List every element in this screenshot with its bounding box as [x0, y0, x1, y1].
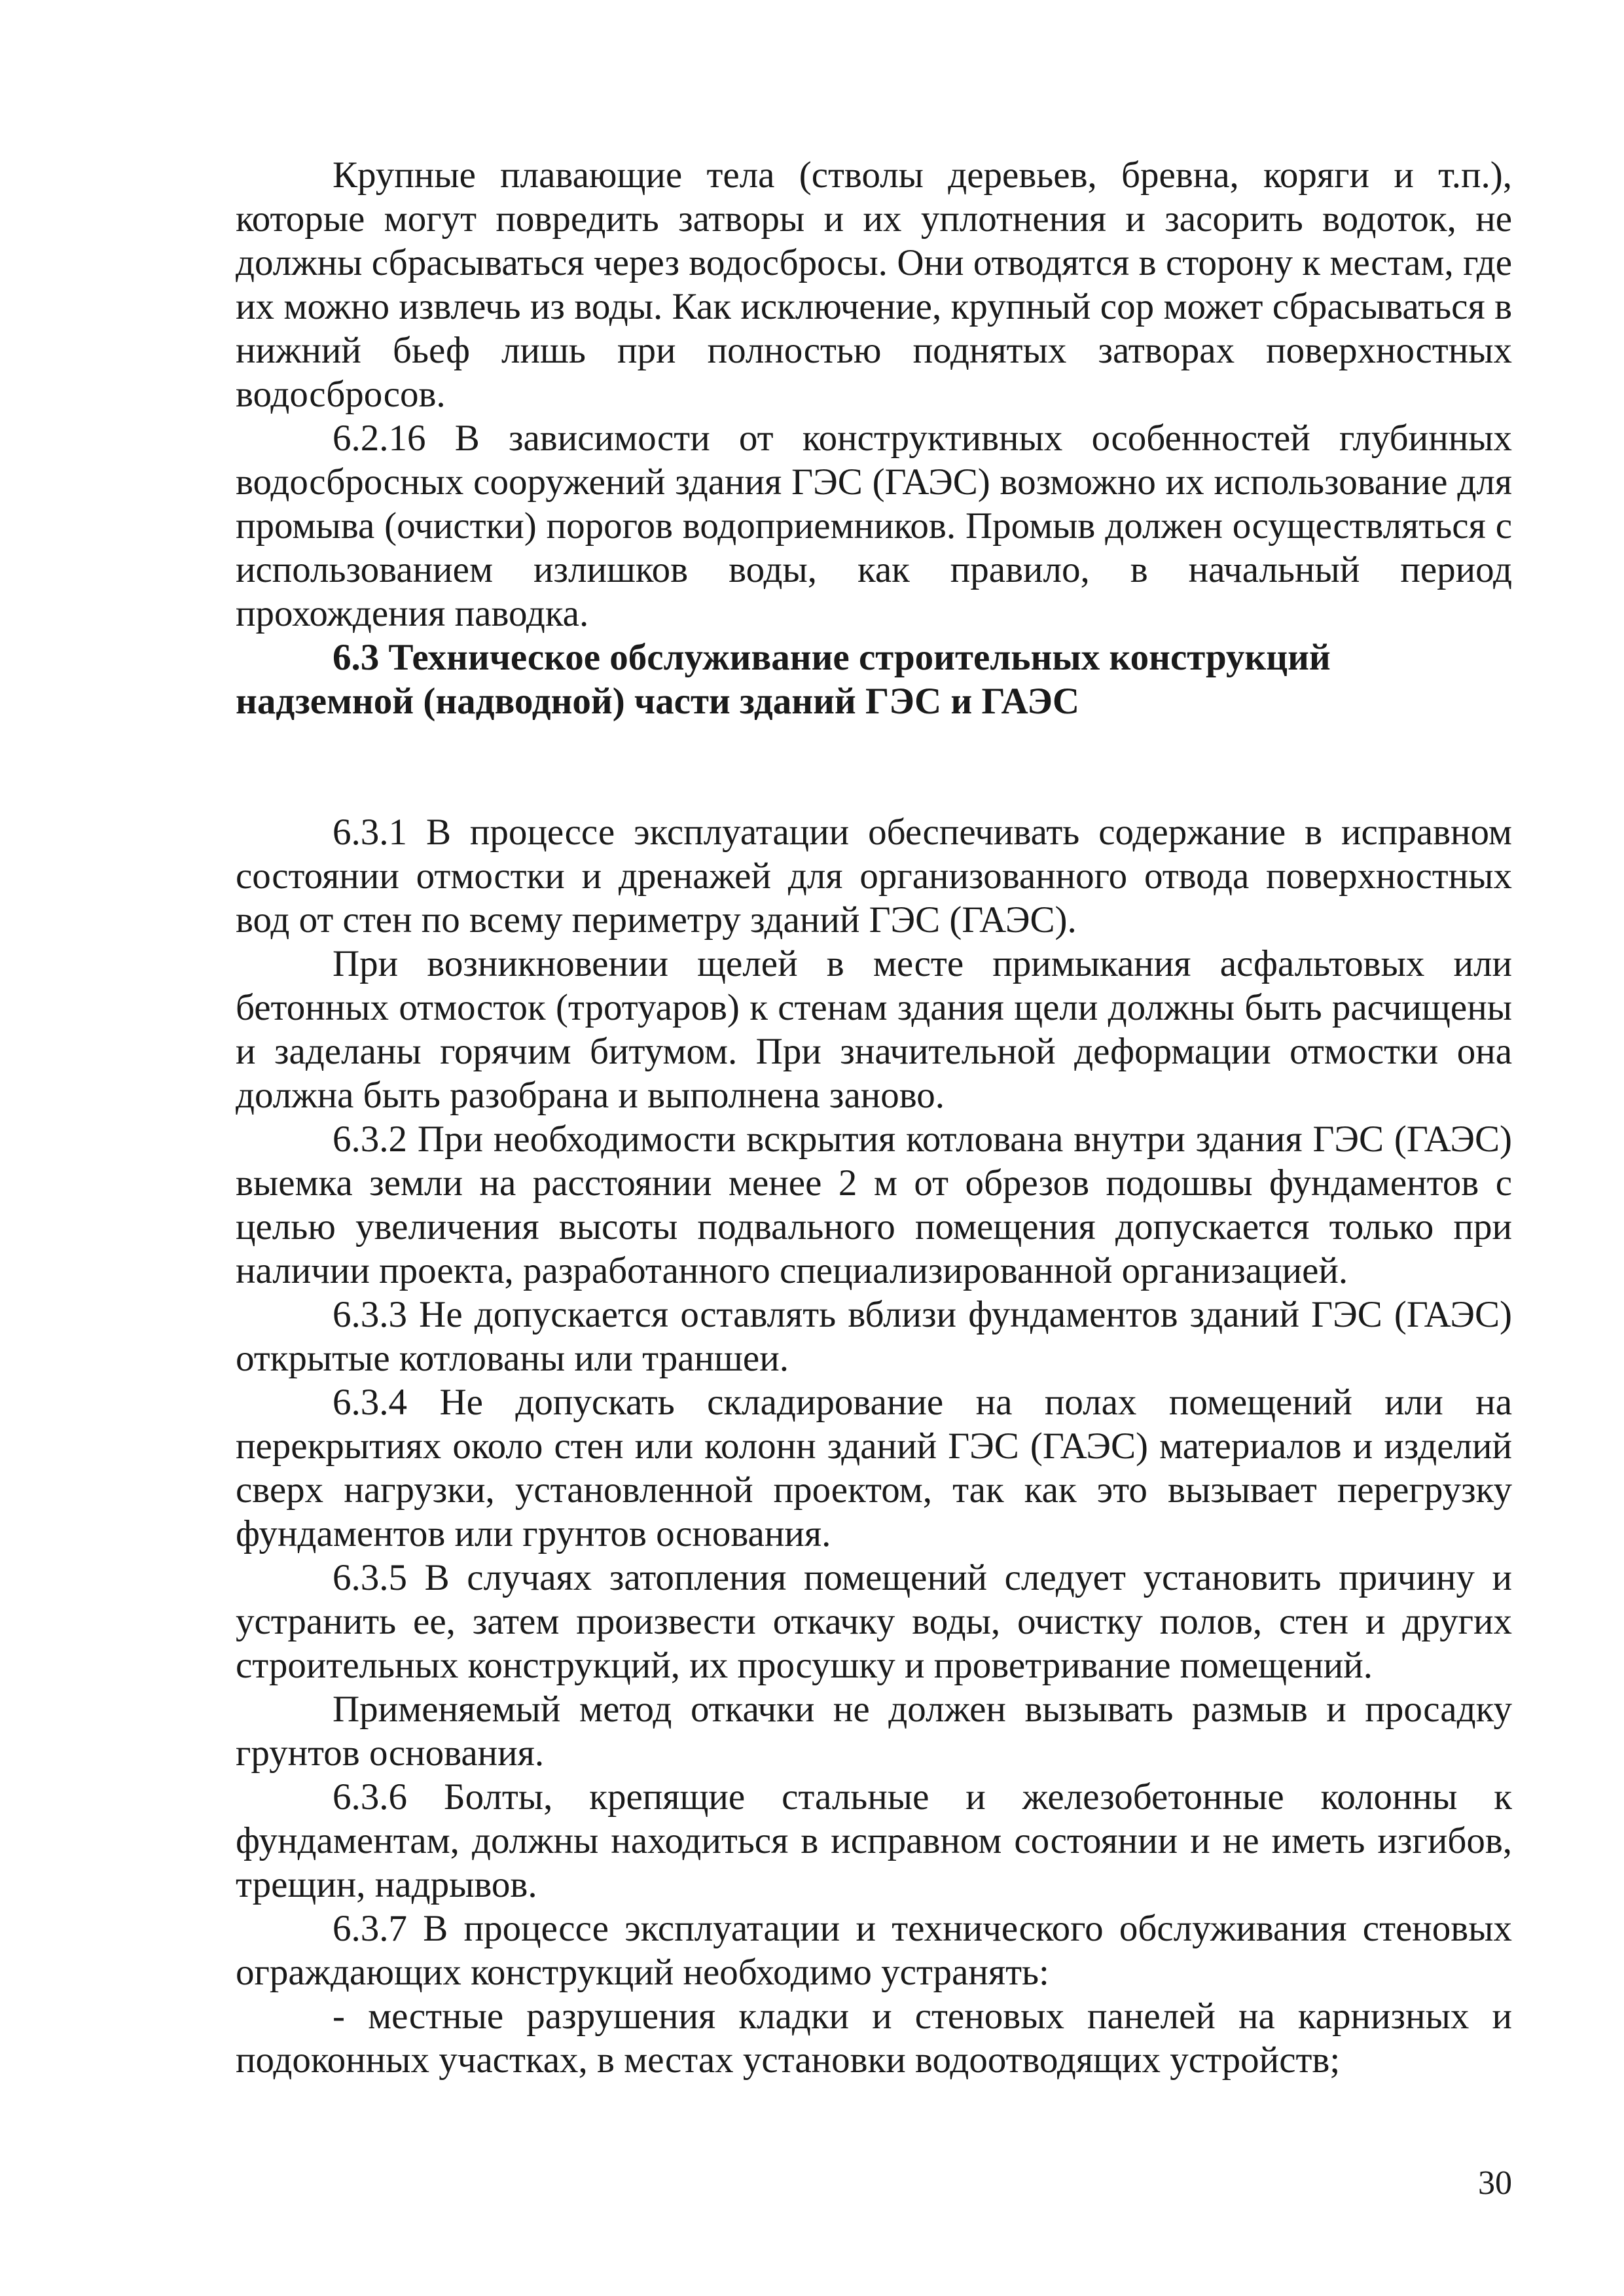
paragraph-6-3-7: 6.3.7 В процессе эксплуатации и технического обслуживания стеновых ограждающих конструкций необходимо устранять:	[236, 1908, 1512, 1993]
paragraph-6-3-6: 6.3.6 Болты, крепящие стальные и железобетонные колонны к фундаментам, должны находиться в исправном состоянии и не иметь изгибов, трещин, надрывов.	[236, 1776, 1512, 1905]
paragraph-6-3-5: 6.3.5 В случаях затопления помещений следует установить причину и устранить ее, затем произвести откачку воды, очистку полов, стен и других строительных конструкций, их просушку и проветривание помещений.	[236, 1557, 1512, 1686]
paragraph-cracks-repair: При возникновении щелей в месте примыкания асфальтовых или бетонных отмосток (тротуаров) к стенам здания щели должны быть расчищены и заделаны горячим битумом. При значительной деформации отмостки она должна быть разобрана и выполнена заново.	[236, 943, 1512, 1116]
paragraph-6-2-16: 6.2.16 В зависимости от конструктивных особенностей глубинных водосбросных сооружений здания ГЭС (ГАЭС) возможно их использование для промыва (очистки) порогов водоприемников. Промыв должен осуществляться с использованием излишков воды, как правило, в начальный период прохождения паводка.	[236, 418, 1512, 634]
section-heading-6-3	[236, 636, 1512, 723]
paragraph-6-3-1: 6.3.1 В процессе эксплуатации обеспечивать содержание в исправном состоянии отмостки и дренажей для организованного отвода поверхностных вод от стен по всему периметру зданий ГЭС (ГАЭС).	[236, 812, 1512, 941]
section-heading-line1: 6.3 Техническое обслуживание строительных конструкций	[333, 637, 1331, 678]
paragraph-floating-debris: Крупные плавающие тела (стволы деревьев, бревна, коряги и т.п.), которые могут повредить затворы и их уплотнения и засорить водоток, не должны сбрасываться через водосбросы. Они отводятся в сторону к местам, где их можно извлечь из воды. Как исключение, крупный сор может сбрасываться в нижний бьеф лишь при полностью поднятых затворах поверхностных водосбросов.	[236, 154, 1512, 415]
page-number: 30	[1478, 2164, 1512, 2202]
document-page	[236, 153, 1512, 2082]
paragraph-6-3-3: 6.3.3 Не допускается оставлять вблизи фундаментов зданий ГЭС (ГАЭС) открытые котлованы или траншеи.	[236, 1294, 1512, 1379]
section-heading-line2: надземной (надводной) части зданий ГЭС и ГАЭС	[236, 681, 1080, 722]
paragraph-pumping-method: Применяемый метод откачки не должен вызывать размыв и просадку грунтов основания.	[236, 1689, 1512, 1774]
paragraph-6-3-2: 6.3.2 При необходимости вскрытия котлована внутри здания ГЭС (ГАЭС) выемка земли на расстоянии менее 2 м от обрезов подошвы фундаментов с целью увеличения высоты подвального помещения допускается только при наличии проекта, разработанного специализированной организацией.	[236, 1119, 1512, 1291]
list-item-masonry-damage: - местные разрушения кладки и стеновых панелей на карнизных и подоконных участках, в местах установки водоотводящих устройств;	[236, 1996, 1512, 2081]
paragraph-6-3-4: 6.3.4 Не допускать складирование на полах помещений или на перекрытиях около стен или колонн зданий ГЭС (ГАЭС) материалов и изделий сверх нагрузки, установленной проектом, так как это вызывает перегрузку фундаментов или грунтов основания.	[236, 1382, 1512, 1554]
